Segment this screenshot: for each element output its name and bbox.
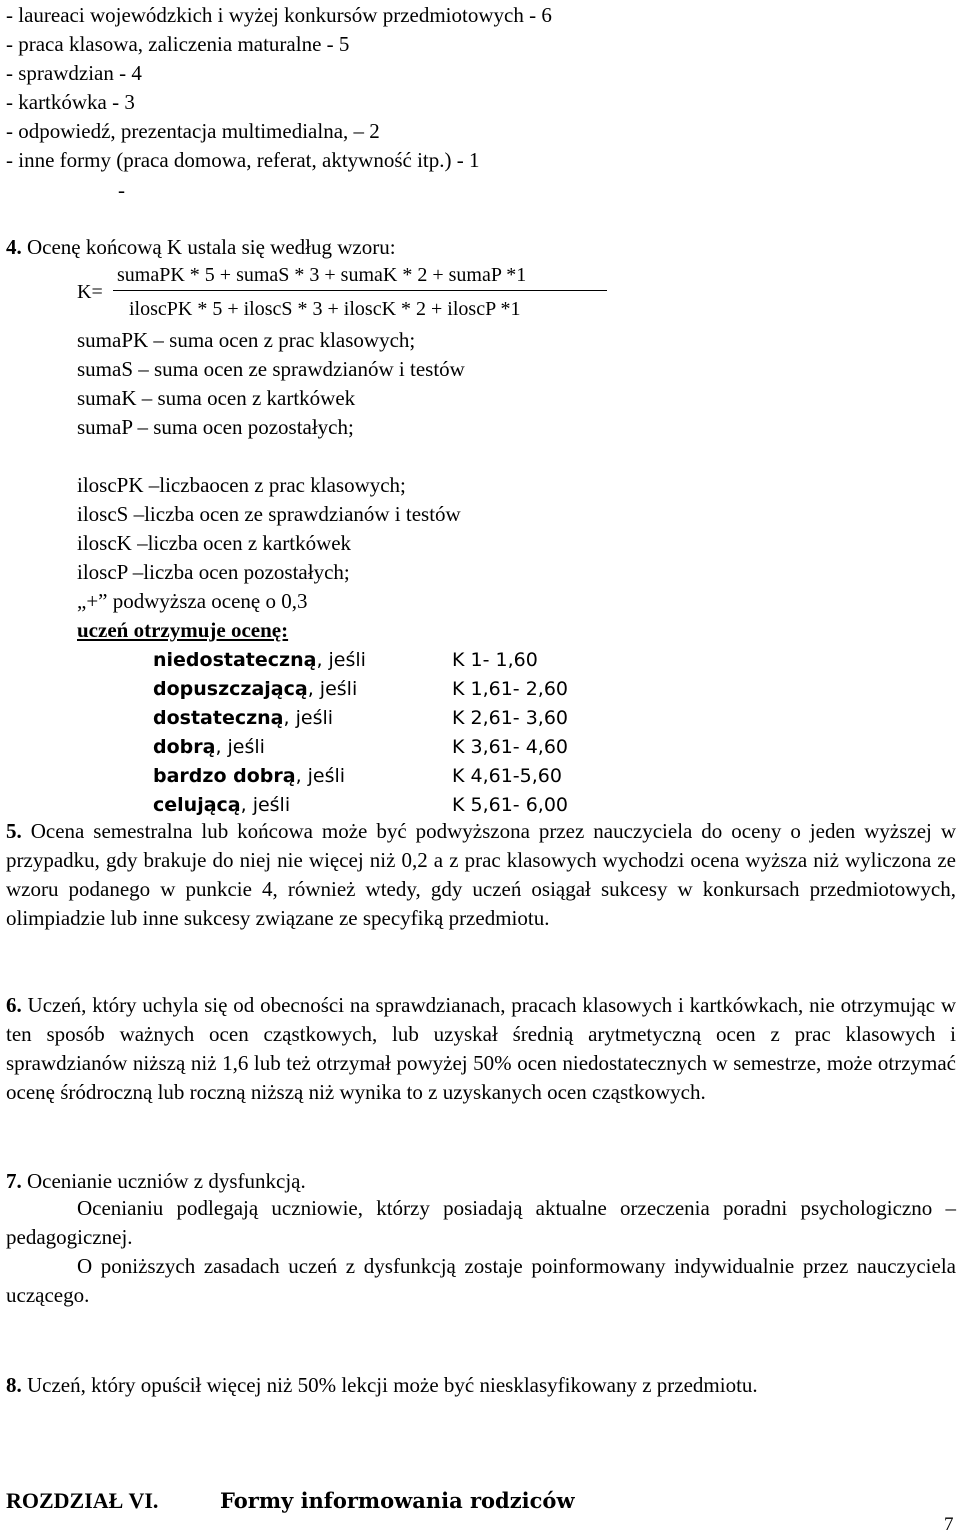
section-6-paragraph	[6, 991, 956, 1107]
grade-row-label: dobrą, jeśli	[153, 736, 265, 758]
section-8-text: Uczeń, który opuścił więcej niż 50% lekcji może być niesklasyfikowany z przedmiotu.	[21, 1373, 758, 1397]
grade-row-label: dopuszczającą, jeśli	[153, 678, 358, 700]
section-7-number: 7.	[6, 1169, 22, 1193]
section-7-paragraph-1: Ocenianiu podlegają uczniowie, którzy posiadają aktualne orzeczenia poradni psychologiczno – pedagogicznej.	[6, 1196, 956, 1249]
section-7-title: Ocenianie uczniów z dysfunkcją.	[21, 1169, 306, 1193]
list-item-kartkowka: - kartkówka - 3	[6, 90, 135, 114]
def-iloscP: iloscP –liczba ocen pozostałych;	[77, 560, 350, 584]
section-6-number: 6.	[6, 993, 22, 1017]
section-7-heading	[6, 1171, 306, 1192]
formula-numerator: sumaPK * 5 + sumaS * 3 + sumaK * 2 + sumaP *1	[117, 264, 527, 286]
list-item-laureaci: - laureaci wojewódzkich i wyżej konkursów przedmiotowych - 6	[6, 3, 552, 27]
def-iloscS: iloscS –liczba ocen ze sprawdzianów i testów	[77, 502, 461, 526]
section-6-text: Uczeń, który uchyla się od obecności na sprawdzianach, pracach klasowych i kartkówkach, nie otrzymując w ten sposób ważnych ocen cząstkowych, lub uzyskał średnią arytmetyczną ocen z prac klasowych i sprawdzianów niższą niż 1,6 lub też otrzymał powyżej 50% ocen niedostatecznych w semestrze, może otrzymać ocenę śródroczną lub roczną niższą niż wynika to z uzyskanych ocen cząstkowych.	[6, 993, 956, 1104]
grade-row-label: celującą, jeśli	[153, 794, 291, 816]
section-5-paragraph	[6, 817, 956, 933]
section-4-number: 4.	[6, 235, 22, 259]
def-sumaS: sumaS – suma ocen ze sprawdzianów i testów	[77, 357, 465, 381]
list-item-sprawdzian: - sprawdzian - 4	[6, 61, 142, 85]
grade-row-range: K 1,61- 2,60	[452, 678, 569, 700]
def-sumaP: sumaP – suma ocen pozostałych;	[77, 415, 354, 439]
def-sumaPK: sumaPK – suma ocen z prac klasowych;	[77, 328, 416, 352]
section-5-text: Ocena semestralna lub końcowa może być podwyższona przez nauczyciela do oceny o jeden wyższej w przypadku, gdy brakuje do niej nie więcej niż 0,2 a z prac klasowych wychodzi ocena wyższa niż wyliczona ze wzoru podanego w punkcie 4, również wtedy, gdy uczeń osiągał sukcesy w konkursach przedmiotowych, olimpiadzie lub inne sukcesy związane ze specyfiką przedmiotu.	[6, 819, 956, 930]
chapter-title: Formy informowania rodziców	[220, 1488, 575, 1513]
grade-row-label: bardzo dobrą, jeśli	[153, 765, 346, 787]
plus-rule: „+” podwyższa ocenę o 0,3	[77, 589, 308, 613]
grades-heading: uczeń otrzymuje ocenę:	[77, 618, 289, 642]
formula-denominator: iloscPK * 5 + iloscS * 3 + iloscK * 2 + iloscP *1	[129, 298, 521, 320]
list-item-praca-klasowa: - praca klasowa, zaliczenia maturalne - 5	[6, 32, 350, 56]
list-item-inne-formy: - inne formy (praca domowa, referat, aktywność itp.) - 1	[6, 148, 480, 172]
def-sumaK: sumaK – suma ocen z kartkówek	[77, 386, 356, 410]
def-iloscPK: iloscPK –liczbaocen z prac klasowych;	[77, 473, 406, 497]
chapter-number: ROZDZIAŁ VI.	[6, 1488, 159, 1513]
fraction-bar	[113, 290, 607, 291]
grade-row-label: dostateczną, jeśli	[153, 707, 334, 729]
list-item-dash: -	[118, 178, 125, 202]
section-4-heading-text: Ocenę końcową K ustala się według wzoru:	[21, 235, 396, 259]
list-item-odpowiedz: - odpowiedź, prezentacja multimedialna, – 2	[6, 119, 380, 143]
section-4-heading	[6, 237, 396, 258]
grade-row-range: K 2,61- 3,60	[452, 707, 569, 729]
grade-row-label: niedostateczną, jeśli	[153, 649, 366, 671]
grade-row-range: K 3,61- 4,60	[452, 736, 569, 758]
section-8-number: 8.	[6, 1373, 22, 1397]
formula-label: K=	[77, 281, 103, 303]
grade-row-range: K 5,61- 6,00	[452, 794, 569, 816]
section-8-paragraph	[6, 1375, 758, 1396]
def-iloscK: iloscK –liczba ocen z kartkówek	[77, 531, 352, 555]
grade-row-range: K 4,61-5,60	[452, 765, 562, 787]
grade-row-range: K 1- 1,60	[452, 649, 538, 671]
page-number: 7	[944, 1514, 954, 1535]
section-5-number: 5.	[6, 819, 22, 843]
section-7-paragraph-2: O poniższych zasadach uczeń z dysfunkcją zostaje poinformowany indywidualnie przez nauczyciela uczącego.	[6, 1254, 956, 1307]
